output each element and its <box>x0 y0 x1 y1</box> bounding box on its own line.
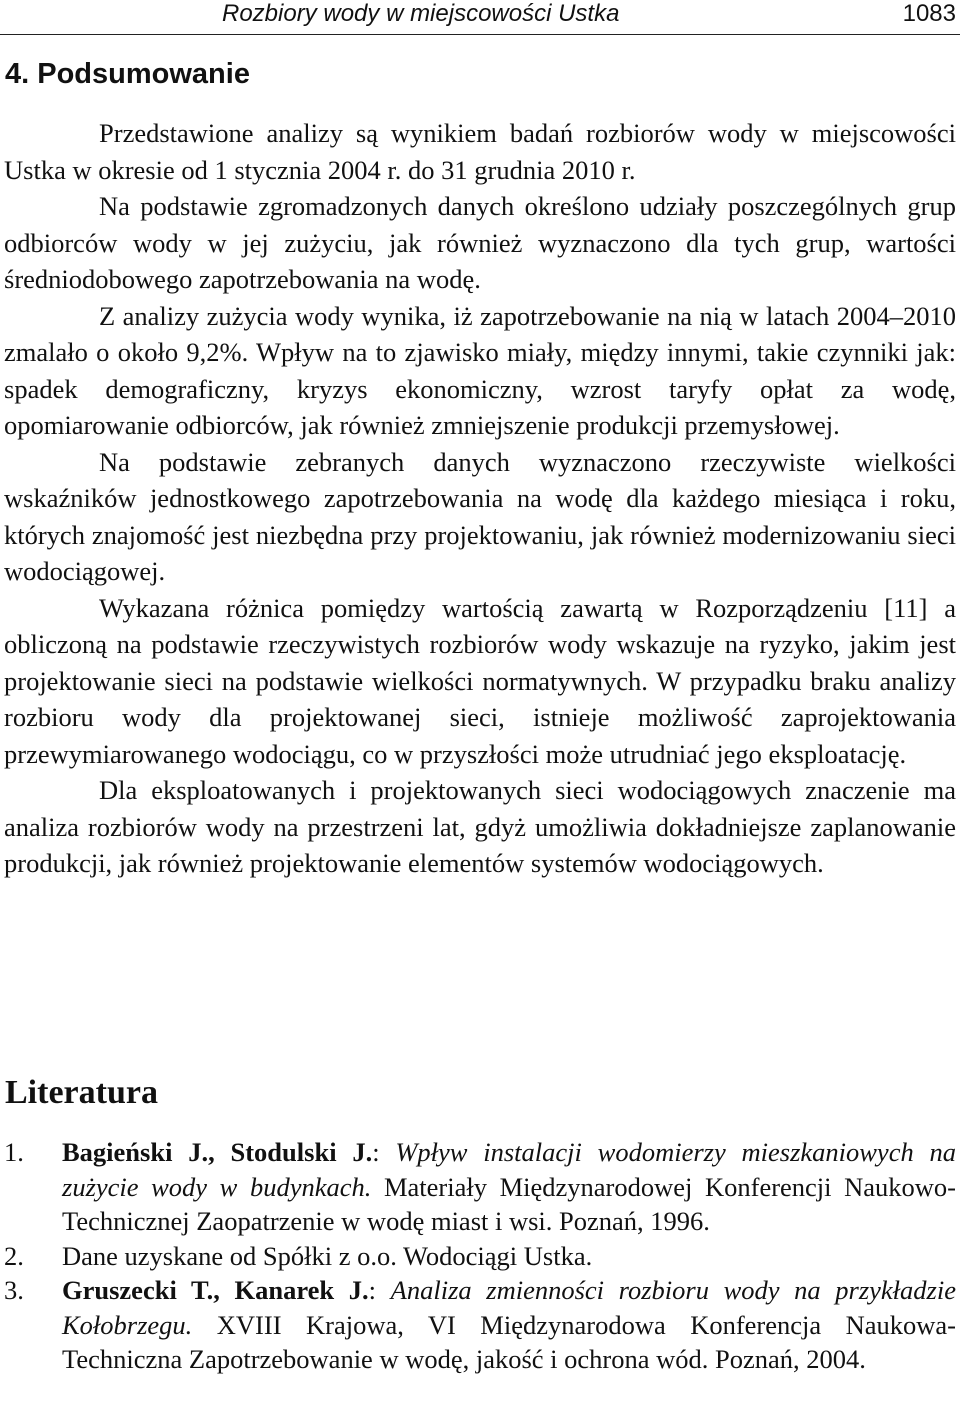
reference-separator: : <box>372 1137 396 1167</box>
reference-number: 2. <box>4 1240 24 1271</box>
reference-details: XVIII Krajowa, VI Międzynarodowa Konferencja Naukowa-Techniczna Zapotrzebowanie w wodę, jakość i ochrona wód. Poznań, 2004. <box>62 1309 956 1374</box>
reference-authors: Bagieński J., Stodulski J. <box>62 1137 373 1167</box>
section-heading: 4. Podsumowanie <box>5 58 250 90</box>
reference-details: Materiały Międzynarodowej Konferencji Naukowo-Technicznej Zaopatrzenie w wodę miast i wsi. Poznań, 1996. <box>62 1171 956 1236</box>
reference-number: 1. <box>4 1137 24 1167</box>
reference-details: Dane uzyskane od Spółki z o.o. Wodociągi Ustka. <box>62 1240 593 1271</box>
page-number: 1083 <box>902 0 956 27</box>
reference-number: 3. <box>4 1275 24 1305</box>
page-header <box>0 0 960 35</box>
reference-item <box>4 1273 956 1377</box>
section-body <box>4 115 956 882</box>
paragraph: Z analizy zużycia wody wynika, iż zapotrzebowanie na nią w latach 2004–2010 zmalało o około 9,2%. Wpływ na to zjawisko miały, między innymi, takie czynniki jak: spadek demograficzny, kryzys ekonomiczny, wzrost taryfy opłat za wodę, opomiarowanie odbiorców, jak również zmniejszenie produkcji przemysłowej. <box>4 300 956 440</box>
paragraph: Na podstawie zgromadzonych danych określono udziały poszczególnych grup odbiorców wody w jej zużyciu, jak również wyznaczono dla tych grup, wartości średniodobowego zapotrzebowania na wodę. <box>4 191 956 294</box>
paragraph: Dla eksploatowanych i projektowanych sieci wodociągowych znaczenie ma analiza rozbiorów wody na przestrzeni lat, gdyż umożliwia dokładniejsze zaplanowanie produkcji, jak również projektowanie elementów systemów wodociągowych. <box>4 775 956 878</box>
reference-title: Wpływ instalacji wodomierzy mieszkaniowych na zużycie wody w budynkach. <box>62 1137 956 1202</box>
literature-heading: Literatura <box>5 1074 158 1111</box>
paragraph: Przedstawione analizy są wynikiem badań rozbiorów wody w miejscowości Ustka w okresie od 1 stycznia 2004 r. do 31 grudnia 2010 r. <box>4 118 956 185</box>
reference-authors: Gruszecki T., Kanarek J. <box>62 1275 369 1305</box>
reference-title: Analiza zmienności rozbioru wody na przykładzie Kołobrzegu. <box>62 1275 956 1340</box>
paragraph: Na podstawie zebranych danych wyznaczono rzeczywiste wielkości wskaźników jednostkowego zapotrzebowania na wodę dla każdego miesiąca i roku, których znajomość jest niezbędna przy projektowaniu, jak również modernizowaniu sieci wodociągowej. <box>4 446 956 586</box>
running-title: Rozbiory wody w miejscowości Ustka <box>222 0 620 27</box>
paragraph: Wykazana różnica pomiędzy wartością zawartą w Rozporządzeniu [11] a obliczoną na podstawie rzeczywistych rozbiorów wody wskazuje na ryzyko, jakim jest projektowanie sieci na podstawie wielkości normatywnych. W przypadku braku analizy rozbioru wody dla projektowanej sieci, istnieje możliwość zaprojektowania przewymiarowanego wodociągu, co w przyszłości może utrudniać jego eksploatację. <box>4 592 956 769</box>
reference-item <box>4 1239 956 1274</box>
reference-separator: : <box>368 1275 391 1305</box>
reference-list <box>4 1135 956 1377</box>
reference-item <box>4 1135 956 1239</box>
